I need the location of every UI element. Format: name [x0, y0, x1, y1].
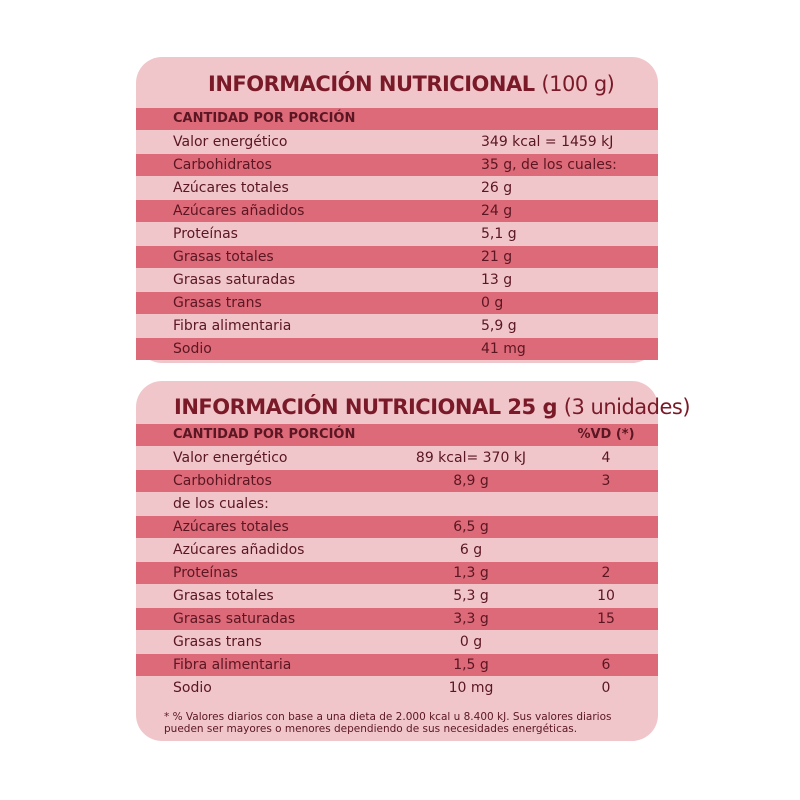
row-label: Sodio	[173, 680, 212, 696]
row-label: Valor energético	[173, 134, 288, 150]
row-value: 89 kcal= 370 kJ	[415, 450, 527, 466]
row-label: Fibra alimentaria	[173, 318, 292, 334]
row-value: 21 g	[481, 249, 513, 265]
table-row	[136, 608, 658, 630]
nutrition-table	[136, 108, 658, 361]
nutrition-table	[136, 424, 658, 700]
table-row	[136, 292, 658, 314]
title-text: INFORMACIÓN NUTRICIONAL	[208, 72, 535, 96]
row-label: Fibra alimentaria	[173, 657, 292, 673]
row-vd: 3	[601, 473, 611, 489]
title-suffix-units: (3 unidades)	[563, 395, 691, 419]
table-row	[136, 470, 658, 492]
table-row	[136, 246, 658, 268]
panel-title	[136, 395, 691, 419]
row-value: 5,1 g	[481, 226, 517, 242]
row-value: 35 g, de los cuales:	[481, 157, 617, 173]
row-value: 6,5 g	[453, 519, 489, 535]
title-text: INFORMACIÓN NUTRICIONAL	[174, 395, 501, 419]
row-value: 5,3 g	[453, 588, 489, 604]
table-row	[136, 631, 658, 653]
row-value: 349 kcal = 1459 kJ	[481, 134, 614, 150]
header-vd: %VD (*)	[577, 427, 635, 442]
row-value: 8,9 g	[453, 473, 489, 489]
header-label: CANTIDAD POR PORCIÓN	[173, 111, 356, 126]
row-value: 1,3 g	[453, 565, 489, 581]
table-header-row	[136, 424, 658, 446]
table-row	[136, 562, 658, 584]
row-value: 0 g	[459, 634, 483, 650]
header-label: CANTIDAD POR PORCIÓN	[173, 427, 356, 442]
title-suffix: 25 g	[507, 395, 557, 419]
row-value: 13 g	[481, 272, 513, 288]
table-row	[136, 516, 658, 538]
row-label: Grasas trans	[173, 295, 262, 311]
row-label: de los cuales:	[173, 496, 269, 512]
table-row	[136, 677, 658, 699]
table-row	[136, 223, 658, 245]
nutrition-panel-25g	[136, 381, 691, 741]
table-row	[136, 447, 658, 469]
row-value: 1,5 g	[453, 657, 489, 673]
table-row	[136, 654, 658, 676]
row-label: Sodio	[173, 341, 212, 357]
row-value: 3,3 g	[453, 611, 489, 627]
nutrition-panel-100g	[136, 57, 658, 363]
row-value: 5,9 g	[481, 318, 517, 334]
footnote: * % Valores diarios con base a una dieta de 2.000 kcal u 8.400 kJ. Sus valores diarios pueden ser mayores o menores dependiendo de sus necesidades energéticas.	[164, 711, 612, 735]
row-label: Grasas totales	[173, 249, 274, 265]
table-row	[136, 131, 658, 153]
table-row	[136, 585, 658, 607]
row-label: Grasas trans	[173, 634, 262, 650]
row-vd: 0	[601, 680, 611, 696]
panel-title	[136, 72, 658, 96]
row-label: Grasas totales	[173, 588, 274, 604]
title-suffix: (100 g)	[541, 72, 615, 96]
row-value: 24 g	[481, 203, 513, 219]
row-value: 26 g	[481, 180, 513, 196]
row-label: Proteínas	[173, 565, 238, 581]
table-row	[136, 177, 658, 199]
table-row	[136, 269, 658, 291]
table-row	[136, 154, 658, 176]
row-label: Grasas saturadas	[173, 611, 296, 627]
row-label: Carbohidratos	[173, 157, 272, 173]
table-row	[136, 200, 658, 222]
row-label: Azúcares añadidos	[173, 203, 305, 219]
table-row	[136, 338, 658, 360]
row-label: Azúcares añadidos	[173, 542, 305, 558]
row-vd: 15	[597, 611, 615, 627]
table-row	[136, 315, 658, 337]
row-vd: 4	[601, 450, 611, 466]
row-vd: 10	[597, 588, 615, 604]
table-row	[136, 539, 658, 561]
row-label: Carbohidratos	[173, 473, 272, 489]
table-row	[136, 493, 658, 515]
row-label: Azúcares totales	[173, 519, 289, 535]
row-value: 0 g	[481, 295, 504, 311]
row-value: 41 mg	[481, 341, 526, 357]
row-label: Azúcares totales	[173, 180, 289, 196]
row-label: Proteínas	[173, 226, 238, 242]
row-label: Valor energético	[173, 450, 288, 466]
table-header-row	[136, 108, 658, 130]
row-value: 10 mg	[448, 680, 494, 696]
row-label: Grasas saturadas	[173, 272, 296, 288]
row-vd: 2	[601, 565, 611, 581]
row-value: 6 g	[459, 542, 483, 558]
row-vd: 6	[601, 657, 611, 673]
